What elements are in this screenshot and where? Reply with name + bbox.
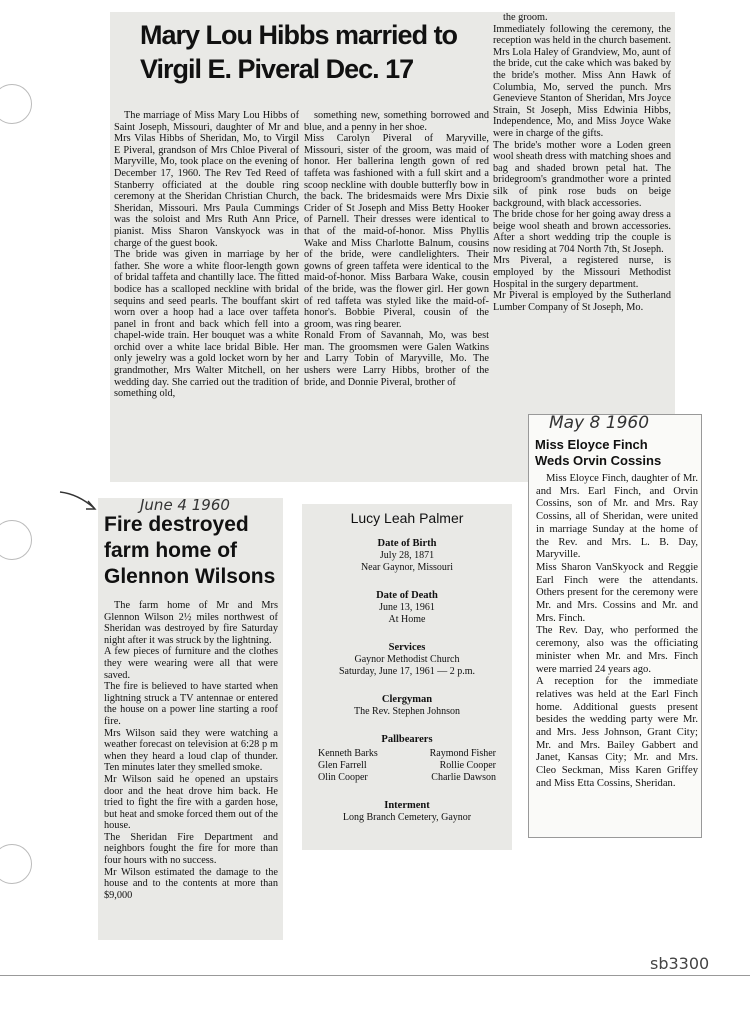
services-label: Services xyxy=(388,642,426,653)
arrow-icon xyxy=(58,488,102,514)
headline-line3: Glennon Wilsons xyxy=(104,565,276,588)
birth-place: Near Gaynor, Missouri xyxy=(360,562,454,573)
binder-hole xyxy=(0,84,32,124)
handwritten-date: June 4 1960 xyxy=(140,496,230,514)
article-column-3 xyxy=(493,12,671,402)
article-column-2 xyxy=(304,110,489,480)
article-text: The farm home of Mr and Mrs Glennon Wilson 2½ miles northwest of Sheridan was destroyed by fire Saturday night after it was struck by the lightning. A few pieces of furniture and the clothes they were wearing were all that were saved. The fire is believed to have started when lightning struck a TV antennae or entered the house on a power line starting a roof fire. Mrs Wilson said they were watching a weather forecast on television at 6:28 p m when they heard a loud clap of thunder. Ten minutes later they smelled smoke. Mr Wilson said he opened an upstairs door and the heat drove him back. He tried to fight the fire with a garden hose, but heat and smoke forced them out of the house. The Sheridan Fire Department and neighbors fought the fire for more than four hours with no success. Mr Wilson estimated the damage to the house and to the contents at more than $9,000 xyxy=(104,600,278,901)
interment-place: Long Branch Cemetery, Gaynor xyxy=(342,812,472,823)
pallbearer: Charlie Dawson xyxy=(431,772,496,783)
clergyman-label: Clergyman xyxy=(381,694,433,705)
death-label: Date of Death xyxy=(376,590,438,601)
wedding-clipping-hibbs xyxy=(110,12,675,482)
headline-line1: Miss Eloyce Finch xyxy=(535,437,648,452)
birth-label: Date of Birth xyxy=(377,538,437,549)
article-column-1 xyxy=(114,110,299,480)
wedding-clipping-finch xyxy=(528,414,702,838)
pallbearer: Olin Cooper xyxy=(318,772,368,783)
catalog-number: sb3300 xyxy=(650,954,710,973)
death-place: At Home xyxy=(388,614,426,625)
pallbearer: Rollie Cooper xyxy=(439,760,496,771)
interment-label: Interment xyxy=(384,800,430,811)
pallbearer: Glen Farrell xyxy=(318,760,367,771)
pallbearer: Raymond Fisher xyxy=(429,748,496,759)
article-column xyxy=(536,473,698,835)
binder-hole xyxy=(0,520,32,560)
binder-hole xyxy=(0,844,32,884)
headline-line1: Mary Lou Hibbs married to xyxy=(140,20,458,50)
birth-date: July 28, 1871 xyxy=(379,550,435,561)
pallbearers-list xyxy=(302,746,512,786)
headline-line2: Weds Orvin Cossins xyxy=(535,453,662,468)
obituary-card xyxy=(302,504,512,850)
headline-line2: farm home of xyxy=(104,539,238,562)
pallbearers-label: Pallbearers xyxy=(381,734,433,745)
article-text: the groom. Immediately following the ceremony, the reception was held in the church basement. Mrs Lola Haley of Grandview, Mo, aunt of the bride, cut the cake which was baked by the bride's mother. Miss Ann Hawk of Columbia, Mo, served the punch. Mrs Genevieve Stanton of Sheridan, Mrs Joyce Strain, St Joseph, Miss Edwinia Hibbs, Independence, Mo, and Miss Joyce Wake were in charge of the gifts. The bride's mother wore a Loden green wool sheath dress with matching shoes and bag and shaded brown petal hat. The bridegroom's grandmother wore a printed silk of pink rose buds on beige background, with black accessories. The bride chose for her going away dress a beige wool sheath and brown accessories. After a short wedding trip the couple is now residing at 704 North 7th, St Joseph. Mrs Piveral, a registered nurse, is employed by the Missouri Methodist Hospital in the surgery department. Mr Piveral is employed by the Sutherland Lumber Company of St Joseph, Mo. xyxy=(493,12,671,313)
deceased-name: Lucy Leah Palmer xyxy=(350,510,464,526)
article-text: The marriage of Miss Mary Lou Hibbs of Saint Joseph, Missouri, daughter of Mr and Mrs Vilas Hibbs of Sheridan, Mo, to Virgil E Piveral, grandson of Mrs Chloe Piveral of Maryville, Mo, took place on the evening of December 17, 1960. The Rev Ted Reed of Stanberry officiated at the double ring ceremony at the Sheridan Christian Church, Sheridan, Missouri. Mrs Paula Cummings was the soloist and Mrs Ruth Ann Price, pianist. Miss Sharon Vanskyock was in charge of the guest book. The bride was given in marriage by her father. She wore a white floor-length gown of bridal taffeta and chantilly lace. The fitted bodice has a scalloped neckline with bridal sequins and seed pearls. The bouffant skirt worn over a hoop had a lace over taffeta panel in front and back which fell into a chapel-wide train. Her bouquet was a white orchid over a white lace bridal Bible. Her only jewelry was a gold locket worn by her grandmother, Mrs Walter Mitchell, on her wedding day. She carried out the tradition of something old, xyxy=(114,110,299,400)
fire-clipping xyxy=(98,498,283,940)
page-divider xyxy=(0,975,750,976)
article-text: Miss Eloyce Finch, daughter of Mr. and Mrs. Earl Finch, and Orvin Cossins, son of Mr. and Mrs. Ray Cossins, all of Sheridan, were united in marriage Sunday at the home of the Rev. and Mrs. L. B. Day, Maryville. Miss Sharon VanSkyock and Reggie Earl Finch were the attendants. Others present for the ceremony were Mr. and Mrs. Cossins and Mr. and Mrs. Finch. The Rev. Day, who performed the ceremony, also was the officiating minister when Mr. and Mrs. Finch were married 24 years ago. A reception for the immediate relatives was held at the Earl Finch home. Additional guests present besides the wedding party were Mr. and Mrs. Jess Johnson, Grant City; Mr. and Mrs. Bailey Gabbert and Janet, Kansas City; Mr. and Mrs. Cleo Seckman, Miss Karen Griffey and Miss Etta Cossins, Sheridan. xyxy=(536,473,698,789)
headline xyxy=(535,437,661,469)
article-text: something new, something borrowed and blue, and a penny in her shoe. Miss Carolyn Piveral of Maryville, Missouri, sister of the groom, was maid of honor. Her ballerina length gown of red taffeta was fashioned with a full skirt and a scoop neckline with double butterfly bow in the back. The bridesmaids were Mrs Dixie Crider of St Joseph and Miss Betty Hooker of Parnell. Their dresses were identical to that of the maid-of-honor. Miss Phyllis Wake and Miss Charlotte Balnum, cousins of the bride, were candlelighters. Their gowns of green taffeta were identical to the maid-of-honor. Miss Barbara Wake, cousin of the bride, was the flower girl. Her gown of red taffeta was styled like the maid-of-honor's. Bobbie Piveral, cousin of the groom, was ring bearer. Ronald From of Savannah, Mo, was best man. The groomsmen were Galen Watkins and Larry Tobin of Maryville, Mo. The ushers were Larry Hibbs, brother of the bride, and Donnie Piveral, brother of xyxy=(304,110,489,388)
article-column xyxy=(104,600,278,936)
headline-line1: Fire destroyed xyxy=(104,513,249,536)
services-place: Gaynor Methodist Church xyxy=(354,654,460,665)
handwritten-date: May 8 1960 xyxy=(549,413,650,433)
headline-line2: Virgil E. Piveral Dec. 17 xyxy=(140,54,414,84)
death-date: June 13, 1961 xyxy=(379,602,435,613)
pallbearer: Kenneth Barks xyxy=(318,748,378,759)
clergyman-name: The Rev. Stephen Johnson xyxy=(353,706,460,717)
services-time: Saturday, June 17, 1961 — 2 p.m. xyxy=(338,666,475,677)
